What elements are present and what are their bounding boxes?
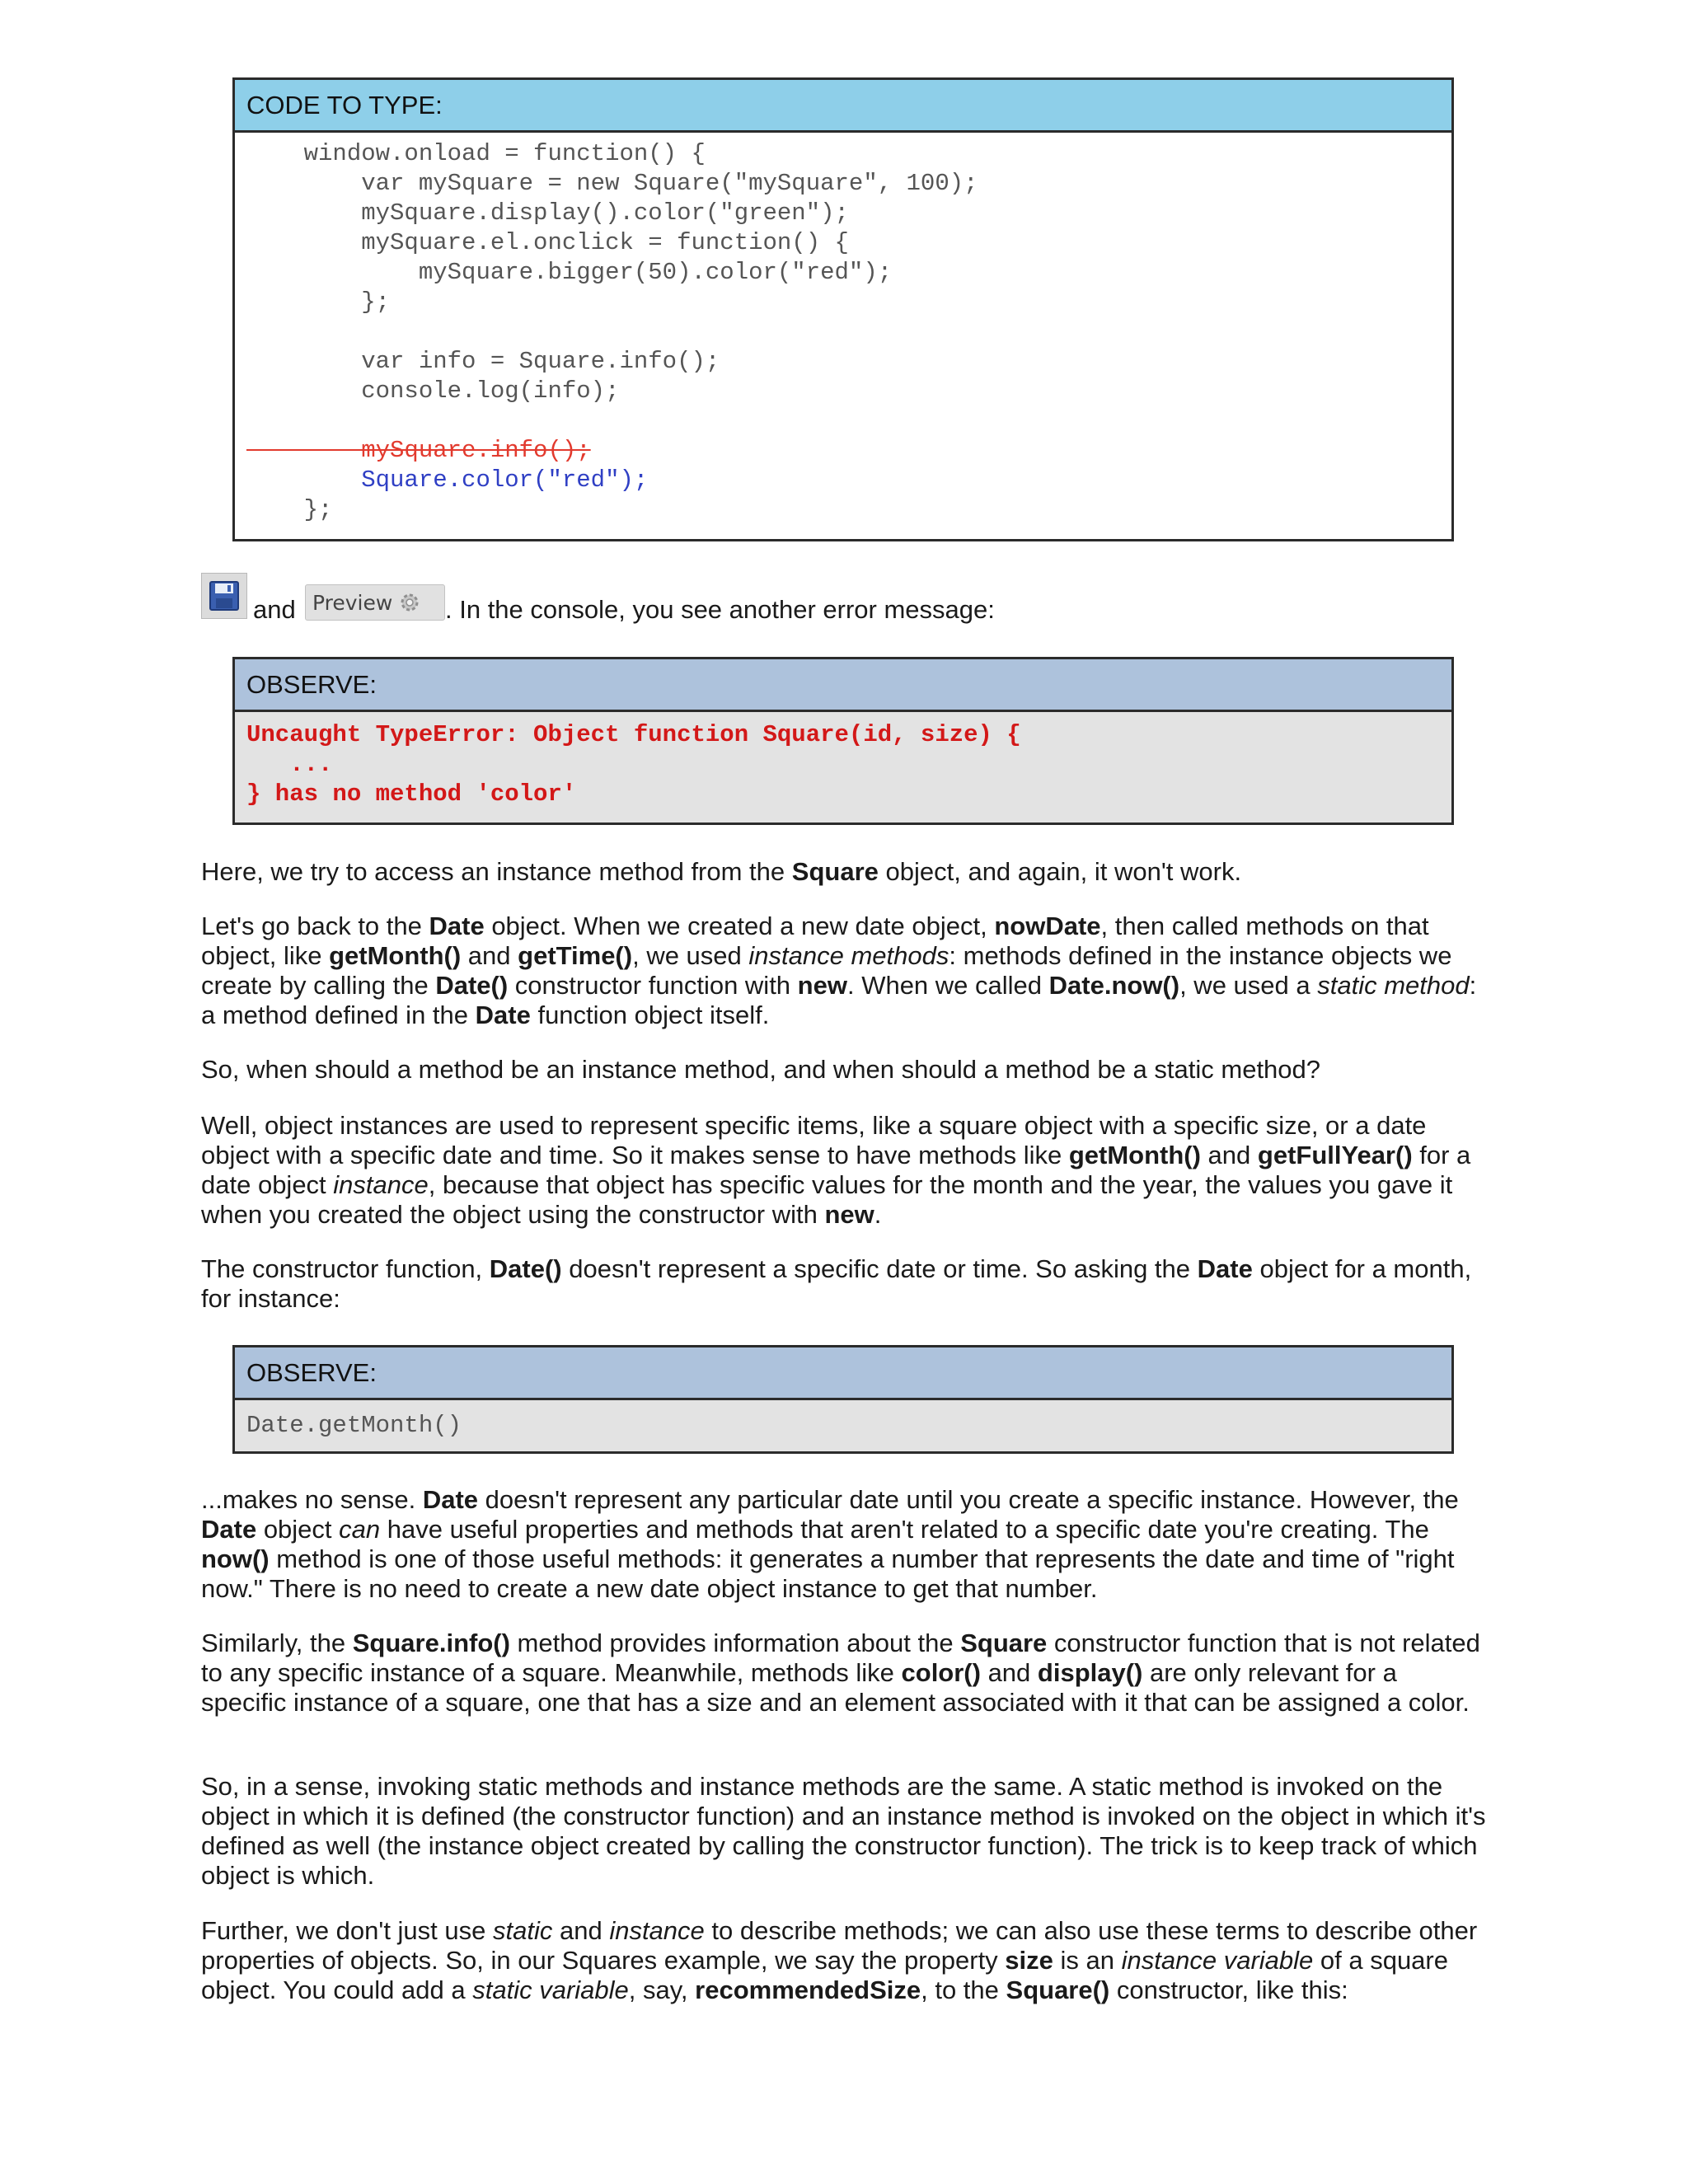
paragraph [201, 1111, 1487, 1230]
text: , we used a [1179, 971, 1318, 1000]
code-to-type-header: CODE TO TYPE: [235, 80, 1451, 133]
text: Let's go back to the [201, 912, 429, 940]
text: The constructor function, [201, 1254, 490, 1283]
observe-error-block [235, 712, 1451, 823]
text: have useful properties and methods that aren't related to a specific date you're creating. The [380, 1515, 1429, 1544]
code-term: new [824, 1200, 874, 1229]
emphasis: instance methods [748, 941, 950, 970]
text: So, in a sense, invoking static methods and instance methods are the same. A static method is invoked on the object in which it is defined (the constructor function) and an instance method is invoked on the object in which it's defined as well (the instance object created by calling the constructor function). The trick is to keep track of which object is which. [201, 1772, 1486, 1890]
text: doesn't represent a specific date or time. So asking the [561, 1254, 1198, 1283]
code-term: Date.now() [1048, 971, 1180, 1000]
instruction-and: and [253, 595, 296, 624]
code-to-type-box [232, 77, 1454, 541]
text: for a date object [201, 1141, 1471, 1199]
text: , we used [632, 941, 749, 970]
emphasis: instance variable [1121, 1946, 1314, 1975]
text: object for a month, for instance: [201, 1254, 1472, 1313]
code-term: size [1005, 1946, 1053, 1975]
text: are only relevant for a specific instance of a square, one that has a size and an element associated with it that can be assigned a color. [201, 1658, 1470, 1717]
observe-header: OBSERVE: [235, 1347, 1451, 1400]
code-line: mySquare.bigger(50).color("red"); [246, 259, 893, 286]
code-term: getMonth() [1068, 1141, 1201, 1169]
emphasis: can [339, 1515, 381, 1544]
code-term: Date [429, 912, 485, 940]
text: . When we called [846, 971, 1049, 1000]
code-term: Square [791, 857, 879, 886]
gear-icon [397, 590, 422, 615]
observe-code-block [235, 1400, 1451, 1451]
code-term: Date() [435, 971, 509, 1000]
text: constructor function that is not related to any specific instance of a square. Meanwhile, methods like [201, 1629, 1480, 1687]
emphasis: static [493, 1916, 553, 1945]
code-line-deleted: mySquare.info(); [246, 437, 591, 464]
text: method provides information about the [509, 1629, 961, 1657]
text: , then called methods on that object, like [201, 912, 1429, 970]
text: : methods defined in the instance objects we create by calling the [201, 941, 1452, 1000]
paragraph [201, 1254, 1487, 1314]
preview-button[interactable] [305, 584, 445, 621]
emphasis: static variable [472, 1975, 629, 2004]
text: Further, we don't just use [201, 1916, 493, 1945]
code-term: display() [1037, 1658, 1143, 1687]
code-line: }; [246, 288, 391, 316]
paragraph [201, 1485, 1487, 1604]
text: . [874, 1200, 882, 1229]
code-line-added: Square.color("red"); [246, 466, 649, 494]
code-term: nowDate [994, 912, 1101, 940]
code-line: window.onload = function() { [246, 140, 706, 167]
code-term: Date [422, 1485, 479, 1514]
text: Here, we try to access an instance method from the [201, 857, 792, 886]
emphasis: instance [609, 1916, 705, 1945]
code-term: Square() [1006, 1975, 1110, 2004]
text: to describe methods; we can also use these terms to describe other properties of objects. So, in our Squares example, we say the property [201, 1916, 1478, 1975]
instruction-text: . In the console, you see another error message: [445, 595, 995, 624]
error-line: ... [246, 751, 333, 778]
code-term: Square [960, 1629, 1048, 1657]
error-line: } has no method 'color' [246, 780, 577, 808]
text: , because that object has specific values for the month and the year, the values you gave it when you created the object using the constructor with [201, 1170, 1453, 1229]
code-term: recommendedSize [695, 1975, 921, 2004]
code-line: Date.getMonth() [246, 1412, 462, 1439]
text: ...makes no sense. [201, 1485, 423, 1514]
text: doesn't represent any particular date until you create a specific instance. However, the [478, 1485, 1459, 1514]
code-term: new [797, 971, 847, 1000]
save-disk-icon [202, 574, 246, 618]
text: So, when should a method be an instance method, and when should a method be a static method? [201, 1055, 1321, 1084]
code-term: color() [901, 1658, 981, 1687]
text: object [256, 1515, 340, 1544]
text: , to the [921, 1975, 1006, 2004]
text: and [980, 1658, 1038, 1687]
text: Similarly, the [201, 1629, 353, 1657]
code-term: getTime() [518, 941, 633, 970]
code-line: console.log(info); [246, 377, 620, 405]
paragraph [201, 1055, 1487, 1085]
text: object. When we created a new date object, [484, 912, 995, 940]
code-term: Square.info() [352, 1629, 510, 1657]
text: and [461, 941, 518, 970]
emphasis: static method [1317, 971, 1470, 1000]
code-line [246, 406, 1451, 436]
code-term: Date [475, 1001, 531, 1029]
paragraph [201, 857, 1487, 887]
emphasis: instance [333, 1170, 429, 1199]
code-term: getFullYear() [1257, 1141, 1413, 1169]
paragraph [201, 1916, 1487, 2005]
code-term: Date [201, 1515, 257, 1544]
code-term: now() [201, 1544, 270, 1573]
code-line: var info = Square.info(); [246, 348, 720, 375]
text: , say, [628, 1975, 696, 2004]
paragraph [201, 1629, 1487, 1718]
observe-box-error [232, 657, 1454, 825]
text: method is one of those useful methods: it generates a number that represents the date and time of "right now." There is no need to create a new date object instance to get that number. [201, 1544, 1455, 1603]
text: is an [1053, 1946, 1122, 1975]
text: of a square object. You could add a [201, 1946, 1448, 2004]
text: and [1200, 1141, 1258, 1169]
code-term: Date() [489, 1254, 562, 1283]
text: and [552, 1916, 610, 1945]
code-term: Date [1197, 1254, 1253, 1283]
code-line: mySquare.display().color("green"); [246, 199, 849, 227]
text: function object itself. [530, 1001, 770, 1029]
code-line [246, 317, 1451, 347]
code-block [235, 133, 1451, 525]
text: constructor, like this: [1109, 1975, 1348, 2004]
code-line: }; [246, 496, 333, 523]
paragraph [201, 912, 1487, 1030]
save-button[interactable] [201, 573, 247, 619]
preview-label: Preview [312, 590, 393, 615]
error-line: Uncaught TypeError: Object function Square(id, size) { [246, 721, 1021, 748]
text: constructor function with [508, 971, 798, 1000]
code-term: getMonth() [329, 941, 462, 970]
text: object, and again, it won't work. [878, 857, 1242, 886]
code-line: var mySquare = new Square("mySquare", 100); [246, 170, 978, 197]
code-line: mySquare.el.onclick = function() { [246, 229, 849, 256]
observe-header: OBSERVE: [235, 659, 1451, 712]
paragraph [201, 1772, 1487, 1891]
text: Well, object instances are used to represent specific items, like a square object with a specific size, or a date object with a specific date and time. So it makes sense to have methods like [201, 1111, 1427, 1169]
text: : a method defined in the [201, 971, 1477, 1029]
observe-box-code [232, 1345, 1454, 1454]
